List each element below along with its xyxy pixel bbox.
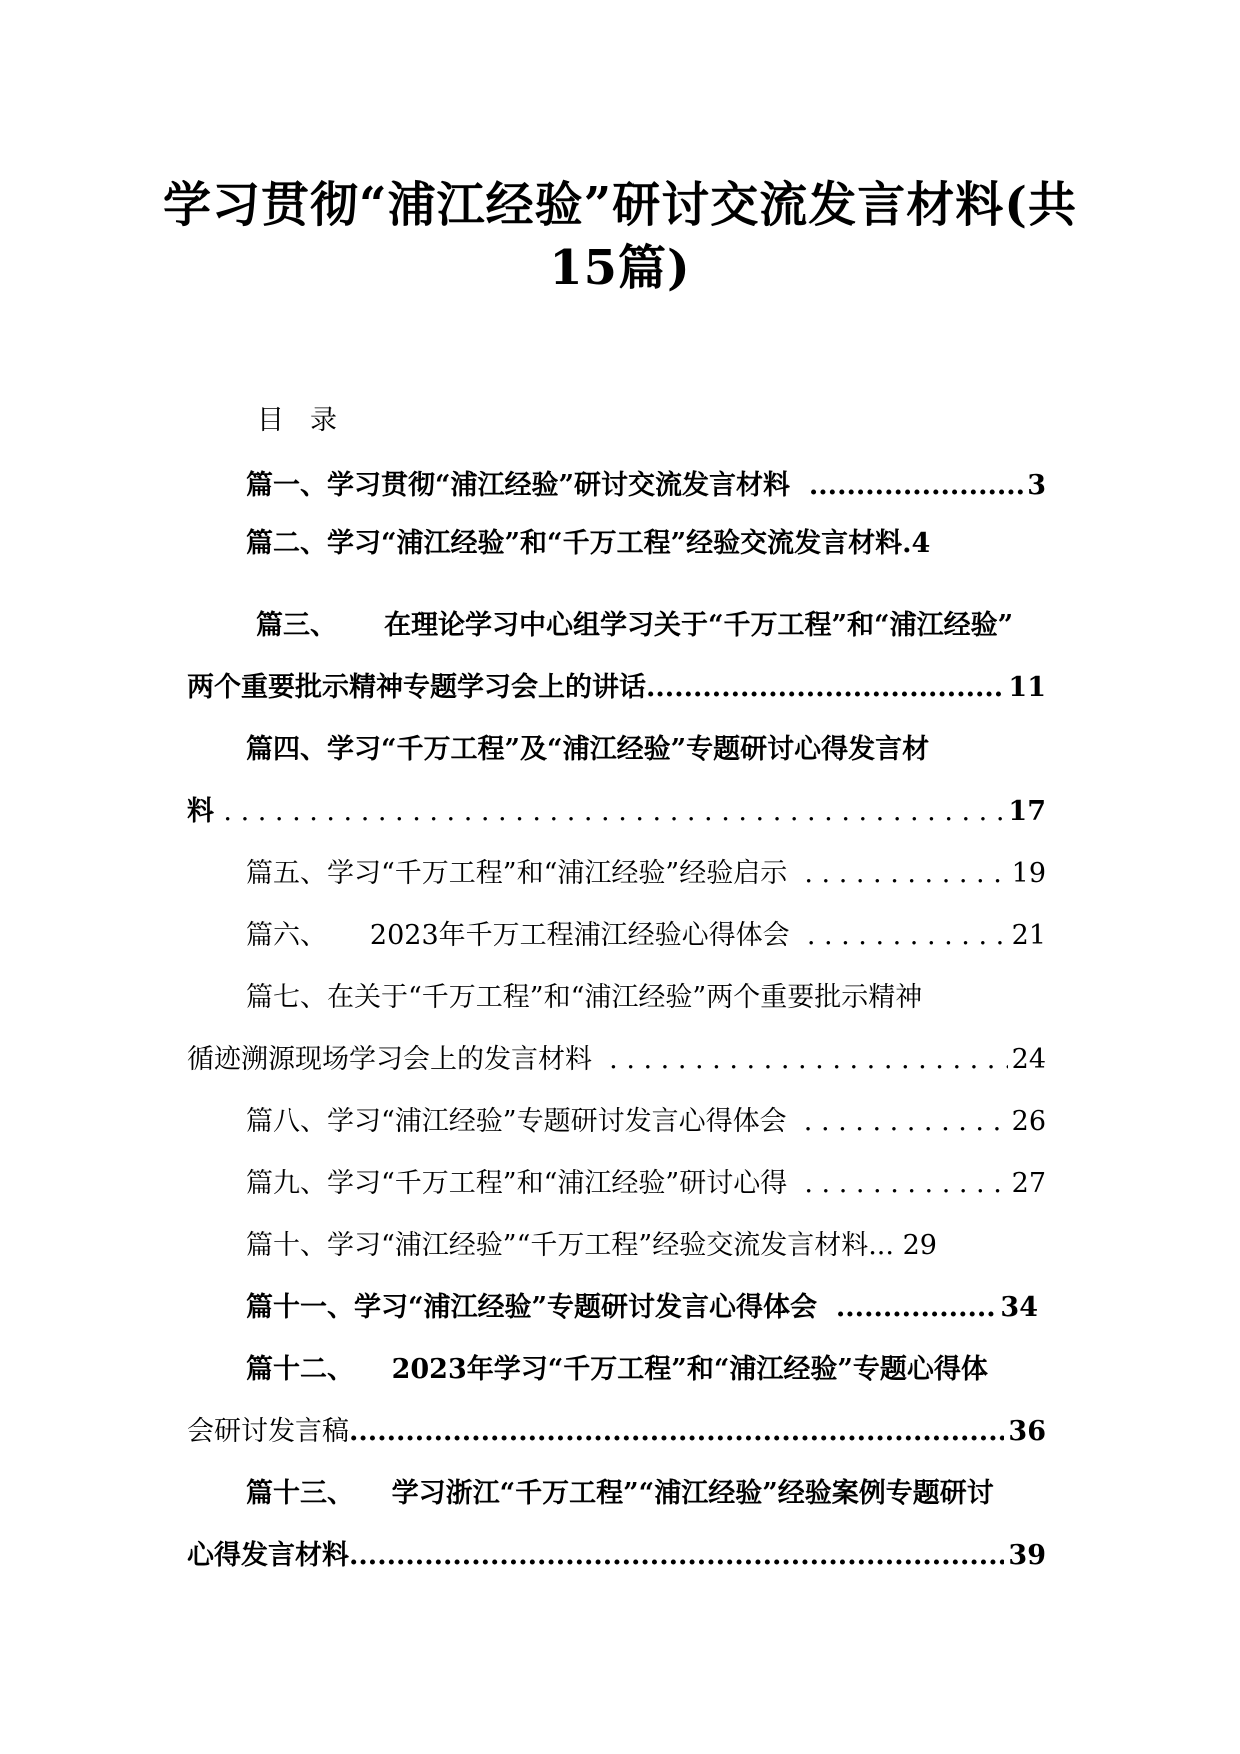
- toc-entry-prefix: 篇一、: [246, 470, 327, 501]
- toc-entry-prefix: 篇六、: [246, 920, 327, 951]
- toc-entry-9[interactable]: [246, 1164, 1046, 1204]
- document-title-line-1: 学习贯彻“浦江经验”研讨交流发言材料(共: [163, 177, 1077, 233]
- toc-entry-prefix: 篇三、: [256, 610, 337, 641]
- toc-entry-prefix: 篇二、: [246, 528, 327, 559]
- toc-entry-text: 学习“千万工程”和“浦江经验”经验启示: [327, 858, 788, 889]
- toc-entry-text: 学习贯彻“浦江经验”研讨交流发言材料: [327, 470, 791, 501]
- toc-entry-page: 11: [1008, 672, 1046, 703]
- toc-entry-prefix: 篇五、: [246, 858, 327, 889]
- toc-entry-text: 学习“浦江经验”专题研讨发言心得体会: [327, 1106, 787, 1137]
- toc-entry-prefix: 篇八、: [246, 1106, 327, 1137]
- toc-entry-2[interactable]: [246, 524, 1046, 564]
- toc-leader-dots: [804, 1164, 1007, 1204]
- toc-entry-6[interactable]: [246, 916, 1046, 956]
- toc-entry-text: 学习“浦江经验”和“千万工程”经验交流发言材料: [327, 528, 903, 559]
- toc-leader-dots: [349, 1536, 1004, 1576]
- toc-entry-page: 29: [902, 1230, 937, 1261]
- toc-entry-page: 21: [1011, 920, 1046, 951]
- toc-leader-dots: [349, 1412, 1004, 1452]
- toc-entry-12[interactable]: [246, 1350, 1046, 1390]
- document-title-line-2: 15篇): [549, 240, 691, 296]
- toc-entry-text: 学习“浦江经验”专题研讨发言心得体会: [354, 1292, 818, 1323]
- toc-heading: 目录: [257, 405, 363, 436]
- toc-entry-12-cont[interactable]: [187, 1412, 1046, 1452]
- toc-entry-prefix: 篇十二、: [246, 1354, 354, 1385]
- toc-entry-prefix: 篇十一、: [246, 1292, 354, 1323]
- toc-leader-dots: [804, 1102, 1008, 1142]
- toc-entry-11[interactable]: [246, 1288, 1038, 1328]
- toc-entry-4-cont[interactable]: [187, 792, 1046, 832]
- toc-leader-dots: [609, 1040, 1007, 1080]
- toc-leader-dots: [804, 854, 1007, 894]
- toc-entry-13-cont[interactable]: [187, 1536, 1046, 1576]
- toc-entry-text: 料: [187, 796, 214, 827]
- toc-entry-4[interactable]: [246, 730, 1046, 770]
- toc-entry-prefix: 篇四、: [246, 734, 327, 765]
- toc-entry-page: 3: [1027, 470, 1046, 501]
- toc-entry-page: 26: [1011, 1106, 1046, 1137]
- toc-entry-text: 两个重要批示精神专题学习会上的讲话: [187, 672, 646, 703]
- toc-entry-page: 17: [1008, 796, 1046, 827]
- toc-entry-text: 学习“浦江经验”“千万工程”经验交流发言材料...: [327, 1230, 894, 1261]
- toc-entry-13[interactable]: [246, 1474, 1046, 1514]
- toc-leader-dots: [809, 466, 1023, 506]
- toc-entry-text: 循迹溯源现场学习会上的发言材料: [187, 1044, 592, 1075]
- toc-entry-5[interactable]: [246, 854, 1046, 894]
- toc-entry-3-cont[interactable]: [187, 668, 1046, 708]
- toc-entry-text: 2023年学习“千万工程”和“浦江经验”专题心得体: [391, 1354, 988, 1385]
- toc-entry-text: 在关于“千万工程”和“浦江经验”两个重要批示精神: [327, 982, 923, 1013]
- toc-entry-page: 24: [1011, 1044, 1046, 1075]
- toc-entry-10[interactable]: [246, 1226, 1046, 1266]
- toc-entry-page: .4: [902, 528, 931, 559]
- toc-entry-3[interactable]: [256, 606, 1046, 646]
- toc-entry-prefix: 篇九、: [246, 1168, 327, 1199]
- toc-entry-text: 2023年千万工程浦江经验心得体会: [369, 920, 790, 951]
- toc-leader-dots: [836, 1288, 997, 1328]
- toc-entry-page: 39: [1008, 1540, 1046, 1571]
- toc-entry-text: 在理论学习中心组学习关于“千万工程”和“浦江经验”: [384, 610, 1014, 641]
- toc-entry-page: 19: [1011, 858, 1046, 889]
- toc-entry-text: 学习“千万工程”及“浦江经验”专题研讨心得发言材: [327, 734, 930, 765]
- toc-entry-8[interactable]: [246, 1102, 1046, 1142]
- toc-entry-7[interactable]: [246, 978, 1046, 1018]
- toc-entry-page: 27: [1011, 1168, 1046, 1199]
- toc-entry-prefix: 篇十三、: [246, 1478, 354, 1509]
- toc-entry-prefix: 篇七、: [246, 982, 327, 1013]
- toc-leader-dots: [223, 792, 1004, 832]
- toc-entry-1[interactable]: [246, 466, 1046, 506]
- toc-entry-page: 34: [1000, 1292, 1038, 1323]
- toc-entry-text: 学习浙江“千万工程”“浦江经验”经验案例专题研讨: [391, 1478, 994, 1509]
- toc-entry-text: 学习“千万工程”和“浦江经验”研讨心得: [327, 1168, 788, 1199]
- toc-leader-dots: [646, 668, 1004, 708]
- toc-entry-page: 36: [1008, 1416, 1046, 1447]
- toc-leader-dots: [807, 916, 1008, 956]
- toc-entry-prefix: 篇十、: [246, 1230, 327, 1261]
- toc-entry-7-cont[interactable]: [187, 1040, 1046, 1080]
- toc-entry-text: 会研讨发言稿: [187, 1416, 349, 1447]
- toc-entry-text: 心得发言材料: [187, 1540, 349, 1571]
